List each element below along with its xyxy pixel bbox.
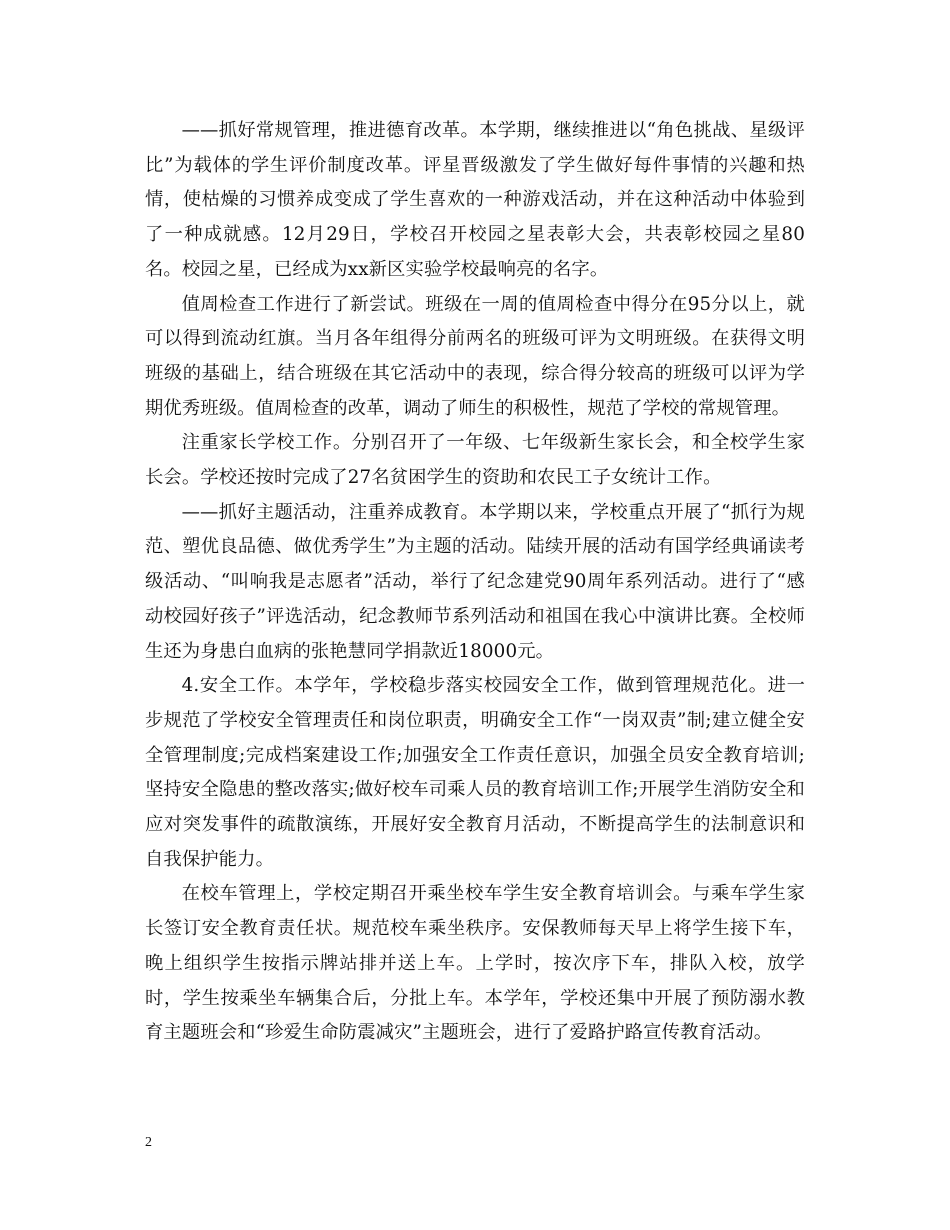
paragraph-safety-work: 4.安全工作。本学年，学校稳步落实校园安全工作，做到管理规范化。进一步规范了学校安全管理责任和岗位职责，明确安全工作“一岗双责”制;建立健全安全管理制度;完成档案建设工作;加强安全工作责任意识，加强全员安全教育培训;坚持安全隐患的整改落实;做好校车司乘人员的教育培训工作;开展学生消防安全和应对突发事件的疏散演练，开展好安全教育月活动，不断提高学生的法制意识和自我保护能力。 — [145, 675, 805, 870]
paragraph-parent-school: 注重家长学校工作。分别召开了一年级、七年级新生家长会，和全校学生家长会。学校还按时完成了27名贫困学生的资助和农民工子女统计工作。 — [145, 432, 805, 489]
paragraph-school-bus-management: 在校车管理上，学校定期召开乘坐校车学生安全教育培训会。与乘车学生家长签订安全教育责任状。规范校车乘坐秩序。安保教师每天早上将学生接下车，晚上组织学生按指示牌站排并送上车。上学时，按次序下车，排队入校，放学时，学生按乘坐车辆集合后，分批上车。本学年，学校还集中开展了预防溺水教育主题班会和“珍爱生命防震减灾”主题班会，进行了爱路护路宣传教育活动。 — [145, 883, 805, 1044]
paragraph-theme-activities: ——抓好主题活动，注重养成教育。本学期以来，学校重点开展了“抓行为规范、塑优良品德、做优秀学生”为主题的活动。陆续开展的活动有国学经典诵读考级活动、“叫响我是志愿者”活动，举行了纪念建党90周年系列活动。进行了“感动校园好孩子”评选活动，纪念教师节系列活动和祖国在我心中演讲比赛。全校师生还为身患白血病的张艳慧同学捐款近18000元。 — [145, 501, 805, 662]
page-number: 2 — [145, 1135, 152, 1150]
document-body — [145, 114, 805, 1051]
paragraph-duty-inspection: 值周检查工作进行了新尝试。班级在一周的值周检查中得分在95分以上，就可以得到流动红旗。当月各年组得分前两名的班级可评为文明班级。在获得文明班级的基础上，结合班级在其它活动中的表现，综合得分较高的班级可以评为学期优秀班级。值周检查的改革，调动了师生的积极性，规范了学校的常规管理。 — [145, 293, 805, 419]
paragraph-routine-management: ——抓好常规管理，推进德育改革。本学期，继续推进以“角色挑战、星级评比”为载体的学生评价制度改革。评星晋级激发了学生做好每件事情的兴趣和热情，使枯燥的习惯养成变成了学生喜欢的一种游戏活动，并在这种活动中体验到了一种成就感。12月29日，学校召开校园之星表彰大会，共表彰校园之星80名。校园之星，已经成为xx新区实验学校最响亮的名字。 — [145, 120, 805, 280]
